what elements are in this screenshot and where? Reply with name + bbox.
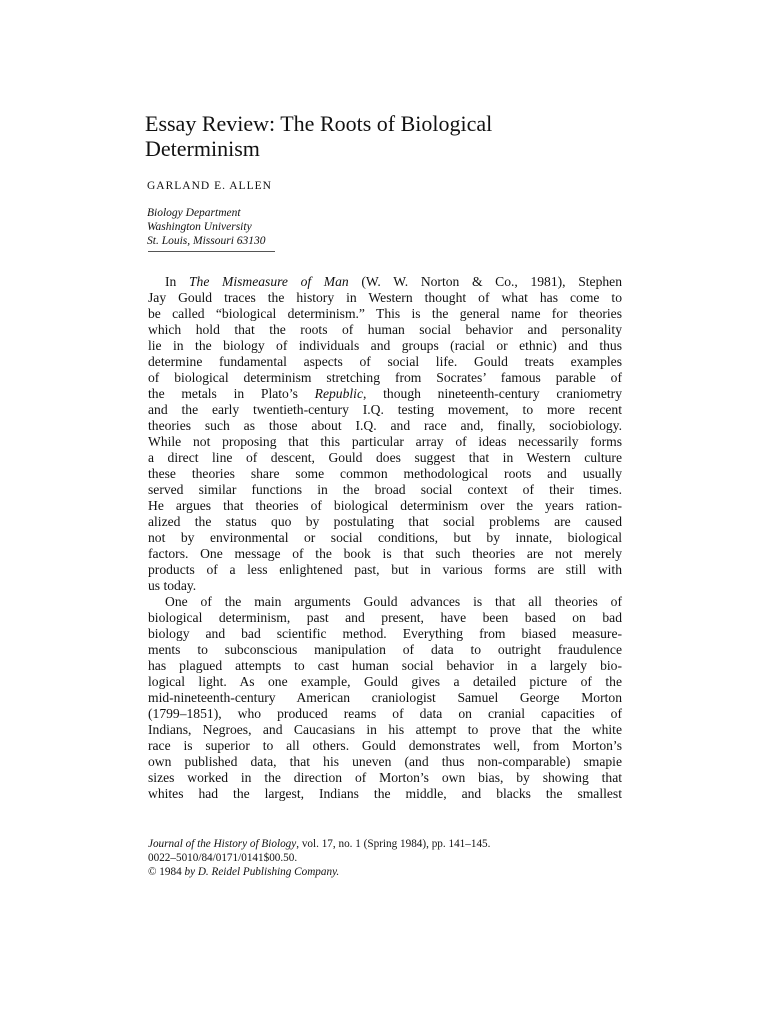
journal-name: Journal of the History of Biology [148,838,297,850]
body-line: lie in the biology of individuals and groups (racial or ethnic) and thus [148,338,622,353]
body-line: mid-nineteenth-century American craniologist Samuel George Morton [148,690,622,705]
body-line: served similar functions in the broad social context of their times. [148,482,622,497]
body-line: which hold that the roots of human social behavior and personality [148,322,622,337]
body-line: biological determinism, past and present, have been based on bad [148,610,622,625]
body-line: determine fundamental aspects of social life. Gould treats examples [148,354,622,369]
body-line: theories such as those about I.Q. and race and, finally, sociobiology. [148,418,622,433]
body-line: (1799–1851), who produced reams of data on cranial capacities of [148,706,622,721]
body-line: products of a less enlightened past, but in various forms are still with [148,562,622,577]
affiliation-university: Washington University [147,221,252,233]
author-affiliation [147,206,266,248]
body-line: factors. One message of the book is that such theories are not merely [148,546,622,561]
body-line: logical light. As one example, Gould gives a detailed picture of the [148,674,622,689]
body-line: not by environmental or social conditions, but by innate, biological [148,530,622,545]
body-line: own published data, that his uneven (and thus non-comparable) smapie [148,754,622,769]
body-line: these theories share some common methodological roots and usually [148,466,622,481]
body-line: ments to subconscious manipulation of data to outright fraudulence [148,642,622,657]
body-line: us today. [148,578,197,593]
article-title [145,111,625,161]
body-line: In The Mismeasure of Man (W. W. Norton & Co., 1981), Stephen [165,274,622,289]
copyright-line [148,865,490,879]
affiliation-city: St. Louis, Missouri 63130 [147,235,266,247]
body-line: sizes worked in the direction of Morton’s own bias, by showing that [148,770,622,785]
title-line-2: Determinism [145,136,260,161]
header-rule [148,251,275,252]
body-line: Indians, Negroes, and Caucasians in his attempt to prove that the white [148,722,622,737]
body-line: alized the status quo by postulating that social problems are caused [148,514,622,529]
body-line: and the early twentieth-century I.Q. testing movement, to more recent [148,402,622,417]
body-line: a direct line of descent, Gould does suggest that in Western culture [148,450,622,465]
body-line: the metals in Plato’s Republic, though nineteenth-century craniometry [148,386,622,401]
body-line: Jay Gould traces the history in Western thought of what has come to [148,290,622,305]
body-line: While not proposing that this particular array of ideas necessarily forms [148,434,622,449]
issn-line: 0022–5010/84/0171/0141$00.50. [148,852,298,864]
body-line: of biological determinism stretching from Socrates’ famous parable of [148,370,622,385]
body-line: has plagued attempts to cast human social behavior in a largely bio- [148,658,622,673]
body-line: whites had the largest, Indians the middle, and blacks the smallest [148,786,622,801]
title-line-1: Essay Review: The Roots of Biological [145,111,493,136]
body-line: biology and bad scientific method. Everything from biased measure- [148,626,622,641]
body-line: be called “biological determinism.” This is the general name for theories [148,306,622,321]
body-line: He argues that theories of biological determinism over the years ration- [148,498,622,513]
copyright-publisher: by D. Reidel Publishing Company. [184,866,340,878]
body-line: race is superior to all others. Gould demonstrates well, from Morton’s [148,738,622,753]
citation-footer [148,837,490,879]
citation-line [148,837,490,851]
body-line: One of the main arguments Gould advances is that all theories of [165,594,622,609]
article-body [148,274,622,802]
citation-details: , vol. 17, no. 1 (Spring 1984), pp. 141–145. [296,838,491,850]
affiliation-department: Biology Department [147,207,241,219]
author-name: GARLAND E. ALLEN [147,180,272,192]
book-title: The Mismeasure of Man [188,274,349,289]
book-title: Republic [314,386,363,401]
copyright-symbol-year: © 1984 [148,866,185,878]
